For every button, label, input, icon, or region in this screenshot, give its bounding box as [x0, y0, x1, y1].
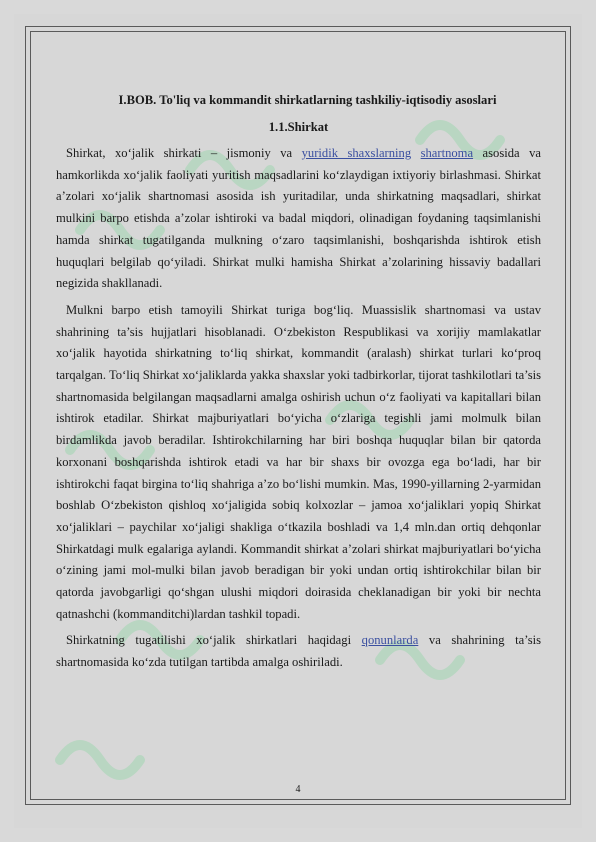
- chapter-title: I.BOB. To'liq va kommandit shirkatlarning tashkiliy-iqtisodiy asoslari: [118, 93, 497, 107]
- paragraph-2: Mulkni barpo etish tamoyili Shirkat turiga bog‘liq. Muassislik shartnomasi va ustav shahrining ta’sis hujjatlari hisoblanadi. O‘zbekiston Respublikasi va xorijiy mamlakatlar xo‘jalik hayotida shirkatning to‘liq shirkat, kommandit (aralash) shirkat turlari ko‘proq tarqalgan. To‘liq Shirkat xo‘jaliklarda yakka shaxslar yoki tadbirkorlar, tijorat tashkilotlari ta’sis shartnomasida belgilangan maqsadlarni amalga oshirish uchun o‘z faoliyati va kapitallari bilan ishtirok etadilar. Shirkat majburiyatlari bo‘yicha o‘zlariga tegishli jami molmulk bilan birdamlikda javob beradilar. Ishtirokchilarning har biri boshqa huquqlar bilan bir qatorda korxonani boshqarishda ishtirok etadi va har bir shaxs bir ovozga ega bo‘ladi, har bir ishtirokchi faqat birgina to‘liq shahriga a’zo bo‘lishi mumkin. Mas, 1990-yillarning 2-yarmidan boshlab O‘zbekiston qishloq xo‘jaligida sobiq kolxozlar – jamoa xo‘jaliklari yopiq Shirkat xo‘jaliklari – paychilar xo‘jaligi shakliga o‘tkazila boshladi va 1,4 mln.dan ortiq dehqonlar Shirkatdagi mulk egalariga aylandi. Kommandit shirkat a’zolari shirkat majburiyatlari bo‘yicha o‘zining jami mol-mulki bilan javob beradigan bir yoki undan ortiq ishtirokchilar bilan bir qatorda javobgarligi qo‘shgan ulushi miqdori doirasida cheklanadigan bir yoki bir nechta qatnashchi (kommanditchi)lardan tashkil topadi.: [56, 302, 541, 621]
- page-number: 4: [295, 784, 301, 795]
- paragraph-1-text-end: asosida va hamkorlikda xo‘jalik faoliyati yuritish maqsadlarini ko‘zlaydigan ixtiyoriy birlashmasi. Shirkat a’zolari xo‘jalik shartnomasi asosida ish yuritadilar, unda shirkatning maqsadlari, shirkat mulkini barpo etishda a’zolar ishtiroki va badal miqdori, olinadigan foydaning taqsimlanishi hamda shirkat tugatilganda mulkning o‘zaro taqsimlanishi, boshqarishda ishtirok etish huquqlari belgilab qo‘yiladi. Shirkat mulki hamisha Shirkat a’zolarining hissaviy badallari negizida shakllanadi.: [56, 146, 541, 291]
- paragraph-1: [56, 143, 541, 295]
- link-yuridik-shaxslarning[interactable]: yuridik shaxslarning: [301, 146, 412, 160]
- link-qonunlarda[interactable]: qonunlarda: [361, 633, 419, 648]
- paragraph-1-space: [411, 146, 420, 160]
- document-body: [56, 92, 541, 679]
- paragraph-1-text-start: Shirkat, xo‘jalik shirkati – jismoniy va: [66, 146, 302, 160]
- paragraph-3-text-end: va shahrining ta’sis shartnomasida ko‘zda tutilgan tartibda amalga oshiriladi.: [56, 633, 542, 670]
- paragraph-3-text-start: Shirkatning tugatilishi xo‘jalik shirkatlari haqidagi: [66, 633, 362, 648]
- section-title: 1.1.Shirkat: [268, 120, 329, 134]
- paragraph-3: [56, 630, 541, 673]
- link-shartnoma[interactable]: shartnoma: [420, 146, 474, 160]
